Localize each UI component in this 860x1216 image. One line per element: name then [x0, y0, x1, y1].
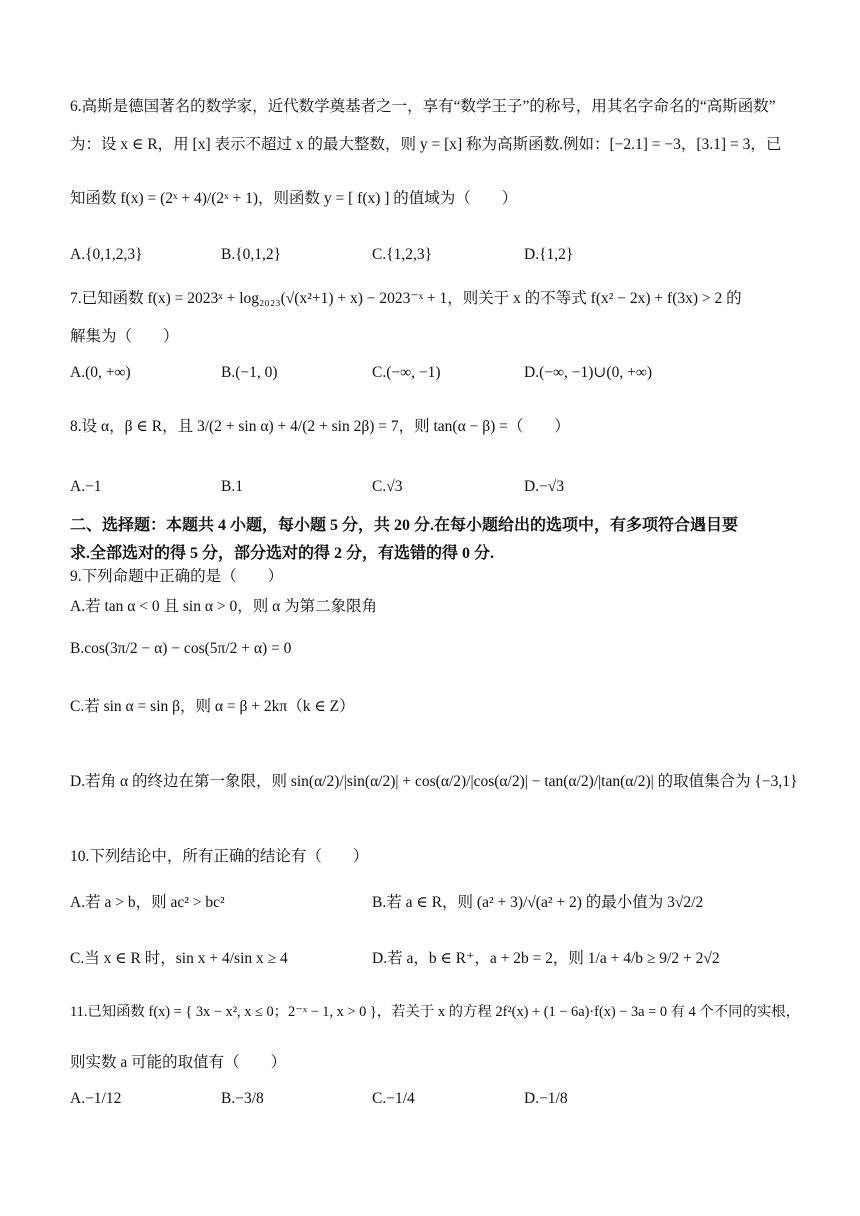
q9-option-b: B.cos(3π/2 − α) − cos(5π/2 + α) = 0	[70, 640, 292, 657]
q8-line1: 8.设 α，β ∈ R，且 3/(2 + sin α) + 4/(2 + sin 2β) = 7，则 tan(α − β) =（ ）	[70, 418, 570, 435]
q10-option-d: D.若 a，b ∈ R⁺，a + 2b = 2，则 1/a + 4/b ≥ 9/2 + 2√2	[372, 950, 720, 967]
q10-option-b: B.若 a ∈ R，则 (a² + 3)/√(a² + 2) 的最小值为 3√2/2	[372, 894, 704, 911]
q9-option-a: A.若 tan α < 0 且 sin α > 0，则 α 为第二象限角	[70, 598, 378, 615]
section2-heading-line1: 二、选择题：本题共 4 小题，每小题 5 分，共 20 分.在每小题给出的选项中，有多项符合遇目要	[70, 517, 739, 534]
q11-option-a: A.−1/12	[70, 1090, 122, 1107]
q7-option-c: C.(−∞, −1)	[372, 364, 441, 381]
q8-option-a: A.−1	[70, 478, 102, 495]
q6-line3: 知函数 f(x) = (2ˣ + 4)/(2ˣ + 1)，则函数 y = [ f(x) ] 的值域为（ ）	[70, 190, 518, 207]
q6-option-a: A.{0,1,2,3}	[70, 246, 143, 263]
q8-option-c: C.√3	[372, 478, 403, 495]
q7-option-b: B.(−1, 0)	[221, 364, 278, 381]
q9-stem: 9.下列命题中正确的是（ ）	[70, 568, 284, 585]
q7-option-a: A.(0, +∞)	[70, 364, 131, 381]
q10-option-a: A.若 a > b，则 ac² > bc²	[70, 894, 225, 911]
q9-option-c: C.若 sin α = sin β，则 α = β + 2kπ（k ∈ Z）	[70, 698, 355, 715]
q6-option-c: C.{1,2,3}	[372, 246, 433, 263]
q8-option-d: D.−√3	[524, 478, 565, 495]
section2-heading-line2: 求.全部选对的得 5 分，部分选对的得 2 分，有选错的得 0 分.	[70, 545, 495, 562]
q6-line1: 6.高斯是德国著名的数学家，近代数学奠基者之一，享有“数学王子”的称号，用其名字命名的“高斯函数”	[70, 98, 776, 115]
q10-stem: 10.下列结论中，所有正确的结论有（ ）	[70, 848, 369, 865]
q7-line2: 解集为（ ）	[70, 328, 179, 345]
q10-option-c: C.当 x ∈ R 时，sin x + 4/sin x ≥ 4	[70, 950, 288, 967]
q7-option-d: D.(−∞, −1)∪(0, +∞)	[524, 364, 653, 381]
q6-option-d: D.{1,2}	[524, 246, 574, 263]
q6-option-b: B.{0,1,2}	[221, 246, 282, 263]
q7-line1: 7.已知函数 f(x) = 2023ˣ + log₂₀₂₃(√(x²+1) + x) − 2023⁻ˣ + 1，则关于 x 的不等式 f(x² − 2x) + f(3x) > 2 的	[70, 290, 742, 307]
q11-option-b: B.−3/8	[221, 1090, 264, 1107]
q6-line2: 为：设 x ∈ R，用 [x] 表示不超过 x 的最大整数，则 y = [x] 称为高斯函数.例如：[−2.1] = −3，[3.1] = 3，已	[70, 136, 782, 153]
q11-option-c: C.−1/4	[372, 1090, 415, 1107]
q8-option-b: B.1	[221, 478, 243, 495]
q11-line1: 11.已知函数 f(x) = { 3x − x², x ≤ 0；2⁻ˣ − 1, x > 0 }，若关于 x 的方程 2f²(x) + (1 − 6a)·f(x) − 3a = 0 有 4 个不同的实根，	[70, 1004, 801, 1020]
q9-option-d: D.若角 α 的终边在第一象限，则 sin(α/2)/|sin(α/2)| + cos(α/2)/|cos(α/2)| − tan(α/2)/|tan(α/2)| 的取值集合为 {−3,1}	[70, 773, 798, 790]
q11-line2: 则实数 a 可能的取值有（ ）	[70, 1054, 287, 1071]
q11-option-d: D.−1/8	[524, 1090, 568, 1107]
